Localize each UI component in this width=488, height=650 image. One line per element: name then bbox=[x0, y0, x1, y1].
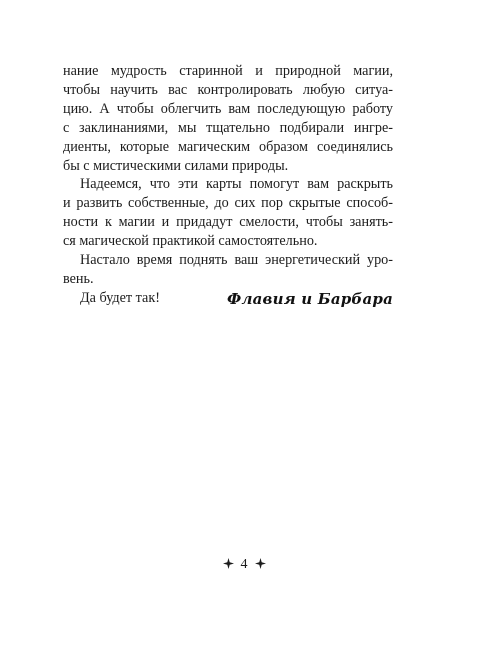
text-line: Надеемся, что эти карты помогут вам раскрыть bbox=[80, 176, 393, 193]
text-line: ся магической практикой самостоятельно. bbox=[63, 233, 318, 250]
four-point-star-icon bbox=[255, 558, 266, 569]
text-line: и развить собственные, до сих пор скрытые способ- bbox=[63, 195, 393, 212]
text-line: диенты, которые магическим образом соединялись bbox=[63, 138, 393, 155]
text-line: вень. bbox=[63, 270, 94, 287]
page-footer bbox=[0, 556, 488, 574]
four-point-star-icon bbox=[223, 558, 234, 569]
body-text bbox=[63, 62, 393, 308]
text-line: цию. А чтобы облегчить вам последующую работу bbox=[63, 100, 393, 117]
text-line: ности к магии и придадут смелости, чтобы занять- bbox=[63, 214, 393, 231]
text-line: с заклинаниями, мы тщательно подбирали ингре- bbox=[63, 119, 393, 136]
text-line: бы с мистическими силами природы. bbox=[63, 157, 289, 174]
text-line: Да будет так! bbox=[80, 289, 160, 306]
page-number: 4 bbox=[240, 557, 248, 572]
text-line: нание мудрость старинной и природной магии, bbox=[63, 63, 393, 79]
text-line: чтобы научить вас контролировать любую ситуа- bbox=[63, 81, 393, 98]
text-line: Настало время поднять ваш энергетический уро- bbox=[80, 252, 393, 269]
author-signature: Флавия и Барбара bbox=[227, 290, 393, 308]
